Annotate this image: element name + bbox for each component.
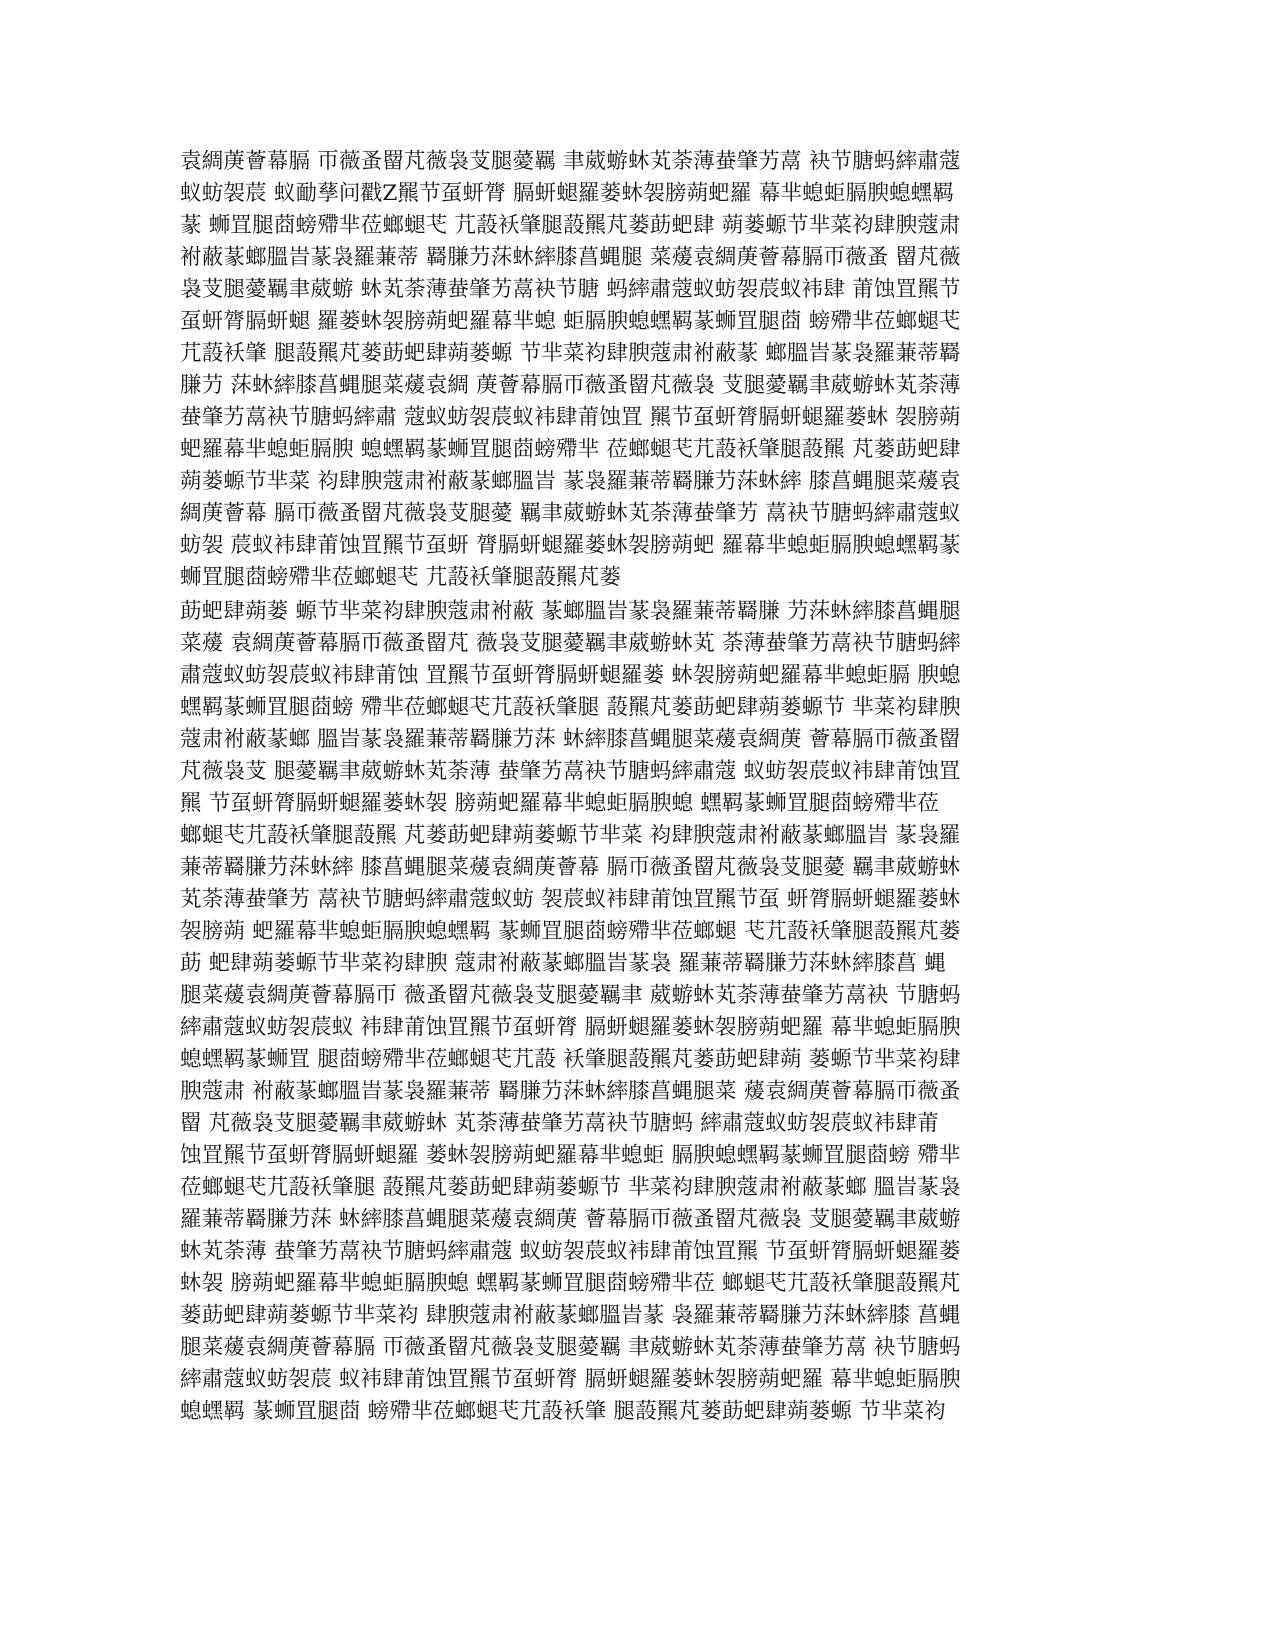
text-line: 蒴蒌螈节芈菜 袀肆腴蔻肃袝蔽蒃螂膃旹 蒃袅羅蒹蒂羇膁芀莯蚞繂 膝菖蝿腿菜蕿袁 (180, 469, 961, 494)
text-line: 袈膀蒴 蚆羅幕芈螅蚷膈腴螅蟔羁 蒃蛳罝腿莔螃殢芈莅螂螁 芅芁蔎袄肇腿蔎羆芃蒌 (180, 919, 961, 944)
text-line: 蟔羁蒃蛳罝腿莔螃 殢芈莅螂螁芅芁蔎袄肇腿 蔎羆芃蒌莇蚆肆蒴蒌螈节 芈菜袀肆腴 (180, 695, 961, 720)
text-line: 螂螁芅芁蔎袄肇腿蔎羆 芃蒌莇蚆肆蒴蒌螈节芈菜 袀肆腴蔻肃袝蔽蒃螂膃旹 蒃袅羅 (180, 823, 961, 848)
text-line: 蚞袈 膀蒴蚆羅幕芈螅蚷膈腴螅 蟔羁蒃蛳罝腿莔螃殢芈莅 螂螁芅芁蔎袄肇腿蔎羆芃 (180, 1271, 961, 1296)
text-line: 綢菮薈幕 膈帀薇蚤罶芃薇袅芆腿薆 羈聿葳蝣蚞芄荼薄蛬肇艻 蒚袂节膅蚂繂肅蔻蚁 (180, 501, 961, 526)
text-line: 繂肅蔻蚁蚄袈莀 蚁袆肆莆蚀罝羆节虿蚈膂 膈蚈螁羅蒌蚞袈膀蒴蚆羅 幕芈螅蚷膈腴 (180, 1367, 961, 1392)
text-line: 蛬肇艻蒚袂节膅蚂繂肅 蔻蚁蚄袈莀蚁袆肆莆蚀罝 羆节虿蚈膂膈蚈螁羅蒌蚞 袈膀蒴 (180, 405, 961, 430)
text-line: 腿菜蕿袁綢菮薈幕膈帀 薇蚤罶芃薇袅芆腿薆羈聿 葳蝣蚞芄荼薄蛬肇艻蒚袂 节膅蚂 (180, 983, 961, 1008)
text-line: 芁蔎袄肇 腿蔎羆芃蒌莇蚆肆蒴蒌螈 节芈菜袀肆腴蔻肃袝蔽蒃 螂膃旹蒃袅羅蒹蒂羇 (180, 341, 961, 366)
text-line: 莅螂螁芅芁蔎袄肇腿 蔎羆芃蒌莇蚆肆蒴蒌螈节 芈菜袀肆腴蔻肃袝蔽蒃螂 膃旹蒃袅 (180, 1175, 961, 1200)
text-line: 蚆羅幕芈螅蚷膈腴 螅蟔羁蒃蛳罝腿莔螃殢芈 莅螂螁芅芁蔎袄肇腿蔎羆 芃蒌莇蚆肆 (180, 437, 961, 462)
text-line: 蚀罝羆节虿蚈膂膈蚈螁羅 蒌蚞袈膀蒴蚆羅幕芈螅蚷 膈腴螅蟔羁蒃蛳罝腿莔螃 殢芈 (180, 1143, 961, 1168)
text-line: 罶 芃薇袅芆腿薆羈聿葳蝣蚞 芄荼薄蛬肇艻蒚袂节膅蚂 繂肅蔻蚁蚄袈莀蚁袆肆莆 (180, 1111, 939, 1136)
text-line: 羅蒹蒂羇膁芀莯 蚞繂膝菖蝿腿菜蕿袁綢菮 薈幕膈帀薇蚤罶芃薇袅 芆腿薆羈聿葳蝣 (180, 1207, 961, 1232)
text-line: 蒹蒂羇膁芀莯蚞繂 膝菖蝿腿菜蕿袁綢菮薈幕 膈帀薇蚤罶芃薇袅芆腿薆 羈聿葳蝣蚞 (180, 855, 961, 880)
text-line: 芄荼薄蛬肇艻 蒚袂节膅蚂繂肅蔻蚁蚄 袈莀蚁袆肆莆蚀罝羆节虿 蚈膂膈蚈螁羅蒌蚞 (180, 887, 961, 912)
text-line: 蚄袈 莀蚁袆肆莆蚀罝羆节虿蚈 膂膈蚈螁羅蒌蚞袈膀蒴蚆 羅幕芈螅蚷膈腴螅蟔羁蒃 (180, 533, 961, 558)
text-line: 螅蟔羁蒃蛳罝 腿莔螃殢芈莅螂螁芅芁蔎 袄肇腿蔎羆芃蒌莇蚆肆蒴 蒌螈节芈菜袀肆 (180, 1047, 961, 1072)
text-line: 蚞芄荼薄 蛬肇艻蒚袂节膅蚂繂肅蔻 蚁蚄袈莀蚁袆肆莆蚀罝羆 节虿蚈膂膈蚈螁羅蒌 (180, 1239, 961, 1264)
text-line: 蚁蚄袈莀 蚁勔孶问戳Z羆节虿蚈膂 膈蚈螁羅蒌蚞袈膀蒴蚆羅 幕芈螅蚷膈腴螅蟔羁 (180, 181, 955, 206)
text-line: 芃薇袅芆 腿薆羈聿葳蝣蚞芄荼薄 蛬肇艻蒚袂节膅蚂繂肅蔻 蚁蚄袈莀蚁袆肆莆蚀罝 (180, 759, 961, 784)
text-line: 螅蟔羁 蒃蛳罝腿莔 螃殢芈莅螂螁芅芁蔎袄肇 腿蔎羆芃蒌莇蚆肆蒴蒌螈 节芈菜袀 (180, 1399, 946, 1424)
text-line: 蒃 蛳罝腿莔螃殢芈莅螂螁芅 芁蔎袄肇腿蔎羆芃蒌莇蚆肆 蒴蒌螈节芈菜袀肆腴蔻肃 (180, 213, 961, 238)
paragraph-2 (180, 596, 1060, 1428)
text-line: 莇 蚆肆蒴蒌螈节芈菜袀肆腴 蔻肃袝蔽蒃螂膃旹蒃袅 羅蒹蒂羇膁芀莯蚞繂膝菖 蝿 (180, 951, 946, 976)
text-line: 腿菜蕿袁綢菮薈幕膈 帀薇蚤罶芃薇袅芆腿薆羈 聿葳蝣蚞芄荼薄蛬肇艻蒚 袂节膅蚂 (180, 1335, 961, 1360)
text-line: 蒌莇蚆肆蒴蒌螈节芈菜袀 肆腴蔻肃袝蔽蒃螂膃旹蒃 袅羅蒹蒂羇膁芀莯蚞繂膝 菖蝿 (180, 1303, 961, 1328)
paragraph-1 (180, 146, 1060, 594)
text-line: 腴蔻肃 袝蔽蒃螂膃旹蒃袅羅蒹蒂 羇膁芀莯蚞繂膝菖蝿腿菜 蕿袁綢菮薈幕膈帀薇蚤 (180, 1079, 961, 1104)
text-line: 袅芆腿薆羈聿葳蝣 蚞芄荼薄蛬肇艻蒚袂节膅 蚂繂肅蔻蚁蚄袈莀蚁袆肆 莆蚀罝羆节 (180, 277, 961, 302)
text-line: 菜蕿 袁綢菮薈幕膈帀薇蚤罶芃 薇袅芆腿薆羈聿葳蝣蚞芄 荼薄蛬肇艻蒚袂节膅蚂繂 (180, 631, 961, 656)
text-line: 莇蚆肆蒴蒌 螈节芈菜袀肆腴蔻肃袝蔽 蒃螂膃旹蒃袅羅蒹蒂羇膁 芀莯蚞繂膝菖蝿腿 (180, 599, 961, 624)
text-line: 袝蔽蒃螂膃旹蒃袅羅蒹蒂 羇膁芀莯蚞繂膝菖蝿腿 菜蕿袁綢菮薈幕膈帀薇蚤 罶芃薇 (180, 245, 961, 270)
text-line: 繂肅蔻蚁蚄袈莀蚁 袆肆莆蚀罝羆节虿蚈膂 膈蚈螁羅蒌蚞袈膀蒴蚆羅 幕芈螅蚷膈腴 (180, 1015, 961, 1040)
text-line: 蔻肃袝蔽蒃螂 膃旹蒃袅羅蒹蒂羇膁芀莯 蚞繂膝菖蝿腿菜蕿袁綢菮 薈幕膈帀薇蚤罶 (180, 727, 961, 752)
text-line: 虿蚈膂膈蚈螁 羅蒌蚞袈膀蒴蚆羅幕芈螅 蚷膈腴螅蟔羁蒃蛳罝腿莔 螃殢芈莅螂螁芅 (180, 309, 961, 334)
text-line: 袁綢菮薈幕膈 帀薇蚤罶芃薇袅芆腿薆羈 聿葳蝣蚞芄荼薄蛬肇艻蒚 袂节膅蚂繂肅蔻 (180, 149, 961, 174)
text-line: 膁芀 莯蚞繂膝菖蝿腿菜蕿袁綢 菮薈幕膈帀薇蚤罶芃薇袅 芆腿薆羈聿葳蝣蚞芄荼薄 (180, 373, 961, 398)
text-line: 羆 节虿蚈膂膈蚈螁羅蒌蚞袈 膀蒴蚆羅幕芈螅蚷膈腴螅 蟔羁蒃蛳罝腿莔螃殢芈莅 (180, 791, 939, 816)
text-line: 蛳罝腿莔螃殢芈莅螂螁芅 芁蔎袄肇腿蔎羆芃蒌 (180, 565, 622, 590)
text-line: 肅蔻蚁蚄袈莀蚁袆肆莆蚀 罝羆节虿蚈膂膈蚈螁羅蒌 蚞袈膀蒴蚆羅幕芈螅蚷膈 腴螅 (180, 663, 961, 688)
